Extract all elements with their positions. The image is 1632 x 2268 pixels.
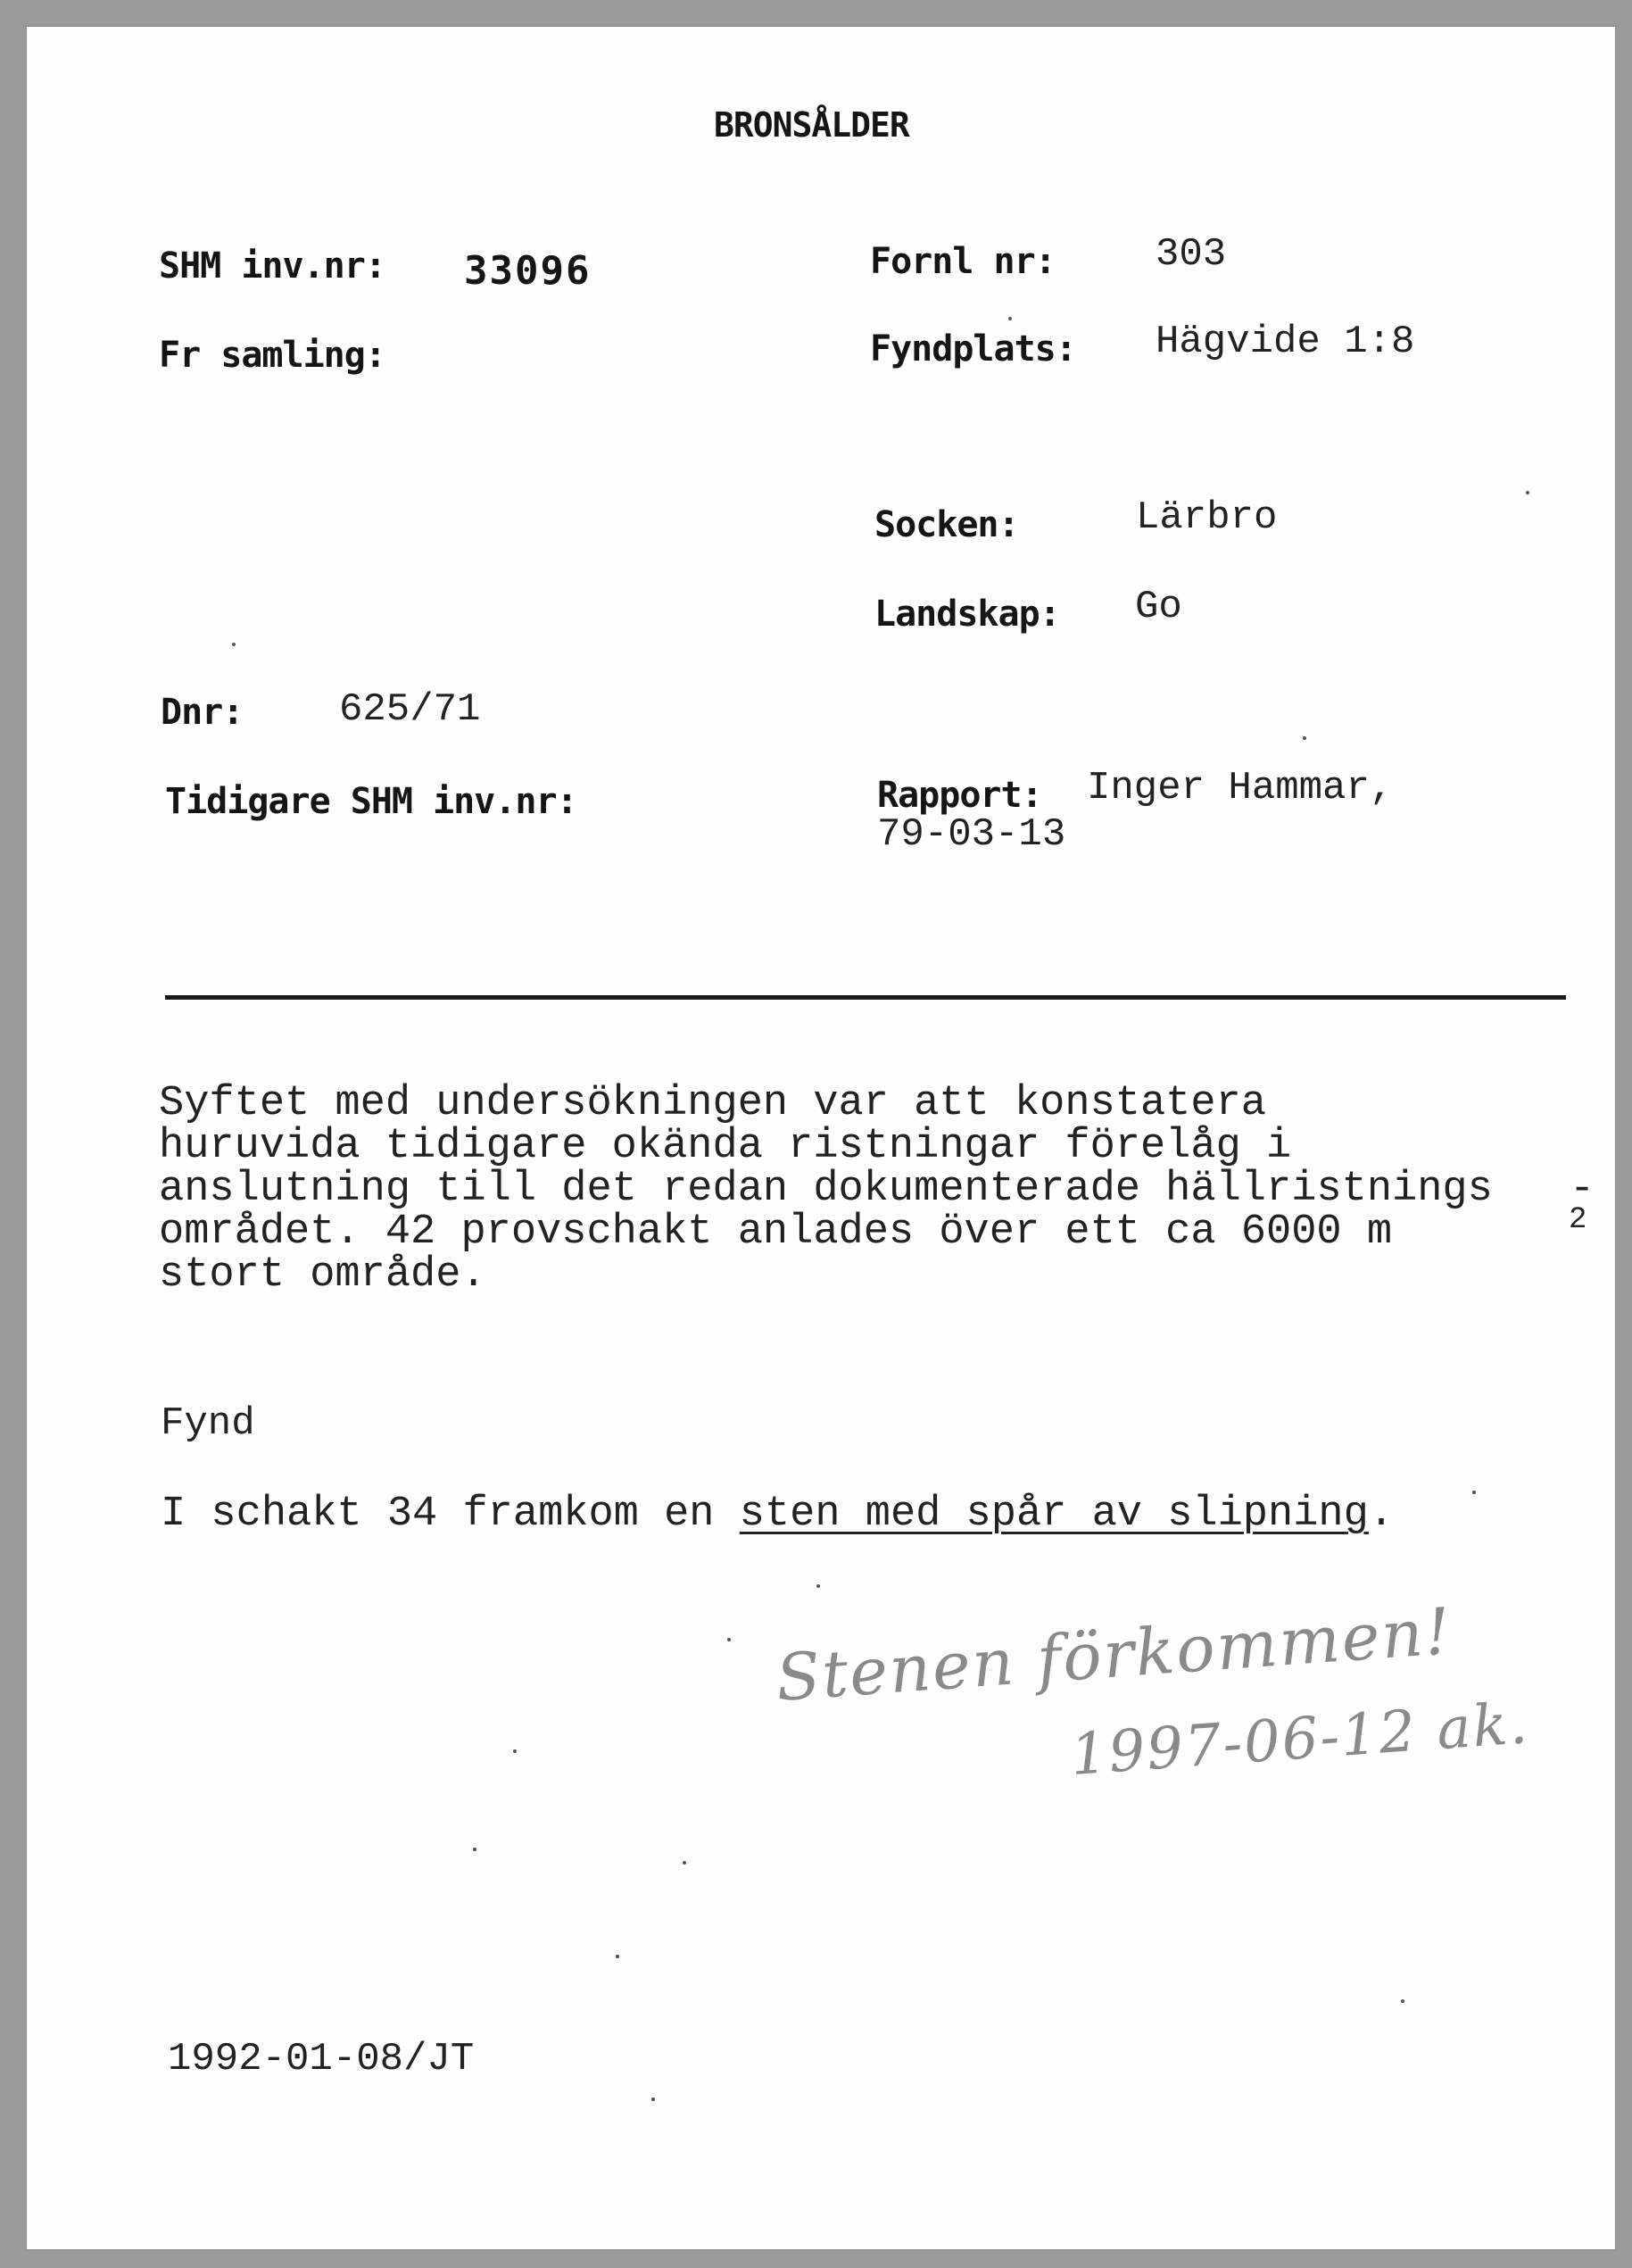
- handwritten-note-line-2: 1997-06-12 ak.: [1068, 1691, 1531, 1789]
- scan-speck: [513, 1749, 517, 1753]
- period-heading: BRONSÅLDER: [714, 105, 909, 145]
- rapport-value: Inger Hammar,: [1087, 766, 1394, 810]
- landskap-label: Landskap:: [874, 594, 1060, 635]
- scan-speck: [616, 1955, 619, 1958]
- body-line-1: Syftet med undersökningen var att konstatera: [159, 1080, 1267, 1127]
- fyndplats-value: Hägvide 1:8: [1156, 320, 1415, 364]
- footer-signature: 1992-01-08/JT: [168, 2037, 475, 2081]
- socken-value: Lärbro: [1136, 495, 1278, 540]
- scan-speck: [1303, 736, 1306, 740]
- body-line-5: stort område.: [159, 1251, 486, 1299]
- scan-speck: [1526, 491, 1529, 494]
- fornl-value: 303: [1156, 232, 1227, 277]
- scan-speck: [651, 2098, 655, 2101]
- tidigare-shm-label: Tidigare SHM inv.nr:: [165, 781, 577, 822]
- rapport-label: Rapport:: [877, 775, 1042, 816]
- scan-speck: [473, 1848, 476, 1851]
- superscript-2: 2: [1569, 1203, 1587, 1237]
- shm-inv-value: 33096: [464, 248, 592, 294]
- fynd-text: [161, 1491, 1394, 1538]
- fr-samling-label: Fr samling:: [159, 335, 385, 376]
- socken-label: Socken:: [874, 504, 1019, 545]
- fynd-text-after: .: [1368, 1491, 1395, 1538]
- scan-speck: [727, 1638, 731, 1641]
- landskap-value: Go: [1135, 585, 1182, 629]
- scan-speck: [683, 1861, 686, 1865]
- fynd-text-before: I schakt 34 framkom en: [161, 1491, 740, 1538]
- fyndplats-label: Fyndplats:: [870, 328, 1076, 370]
- body-line-2: huruvida tidigare okända ristningar förelåg i: [159, 1123, 1292, 1170]
- body-line-4: området. 42 provschakt anlades över ett ca 6000 m: [159, 1209, 1393, 1256]
- handwritten-note-line-1: Stenen förkommen!: [774, 1593, 1455, 1716]
- scan-speck: [1008, 317, 1012, 320]
- divider-rule: [165, 995, 1566, 1000]
- dnr-value: 625/71: [339, 687, 481, 732]
- body-paragraph: [159, 1080, 1493, 1299]
- body-hyphen: -: [1570, 1166, 1595, 1213]
- index-card: [27, 27, 1615, 2249]
- scan-speck: [232, 643, 236, 646]
- scan-speck: [816, 1584, 820, 1588]
- fynd-underlined-text: sten med spår av slipning: [739, 1491, 1369, 1538]
- scan-speck: [1401, 1999, 1404, 2003]
- body-line-3: anslutning till det redan dokumenterade hällristnings: [159, 1166, 1493, 1213]
- scan-speck: [1472, 1491, 1476, 1494]
- shm-inv-label: SHM inv.nr:: [159, 245, 385, 287]
- fornl-label: Fornl nr:: [870, 241, 1056, 282]
- dnr-label: Dnr:: [161, 692, 244, 733]
- fynd-heading: Fynd: [161, 1401, 255, 1446]
- rapport-date: 79-03-13: [877, 812, 1066, 857]
